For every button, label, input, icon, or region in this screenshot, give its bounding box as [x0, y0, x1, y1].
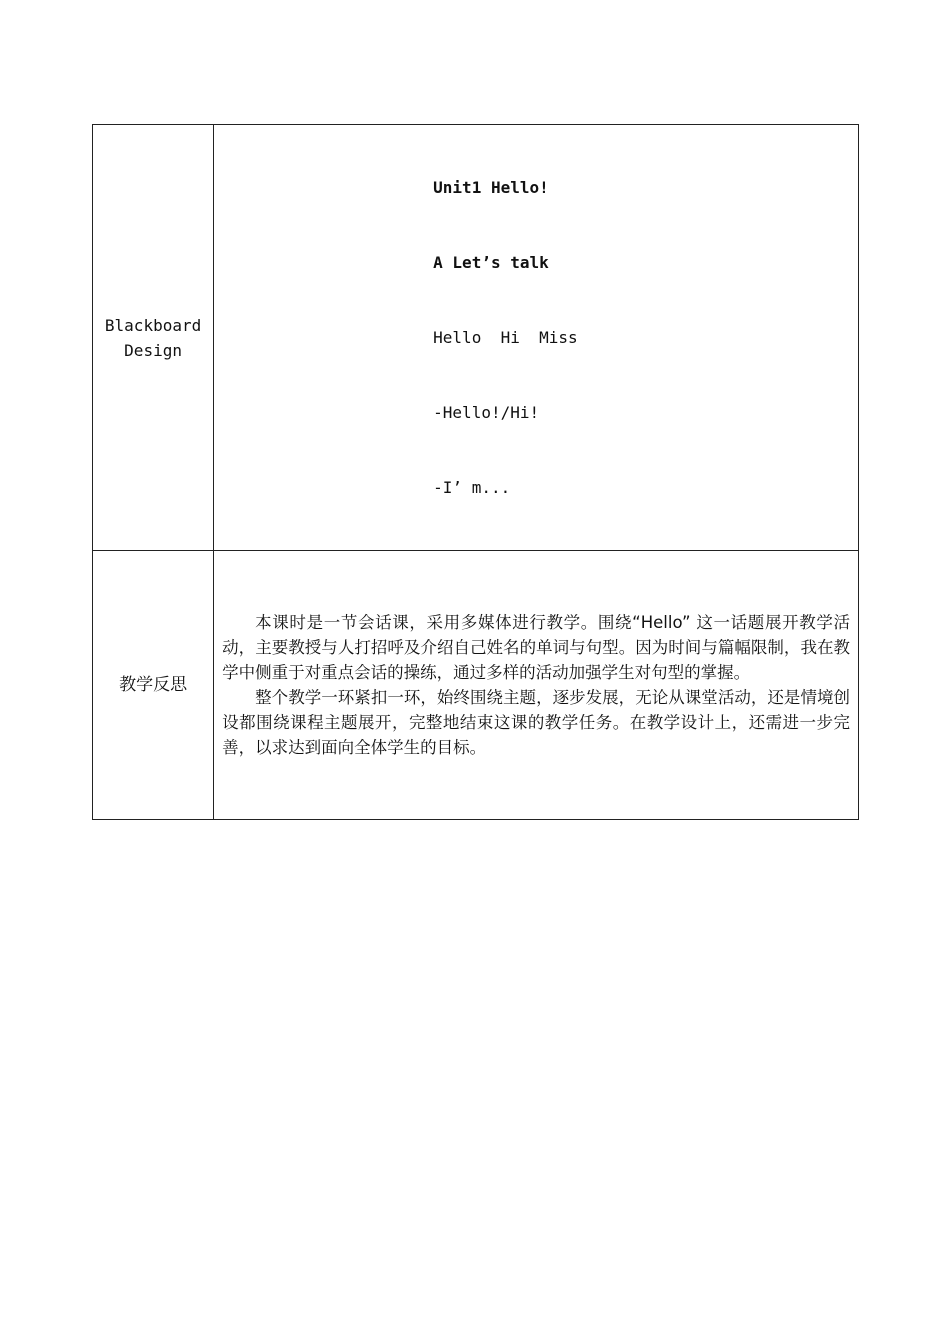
- teaching-reflection-label: 教学反思: [119, 674, 188, 695]
- blackboard-lines: [214, 125, 858, 550]
- blackboard-design-row: [93, 125, 859, 551]
- board-line-introduction: -I’ m...: [433, 478, 511, 497]
- teaching-reflection-label-cell: [93, 551, 214, 820]
- teaching-reflection-content-cell: [214, 551, 859, 820]
- board-line-vocabulary: Hello Hi Miss: [433, 328, 578, 347]
- board-line-section-title: A Let’s talk: [433, 253, 549, 272]
- board-line-unit-title: Unit1 Hello!: [433, 178, 549, 197]
- blackboard-design-label-cell: [93, 125, 214, 551]
- blackboard-design-content-cell: [214, 125, 859, 551]
- teaching-reflection-row: [93, 551, 859, 820]
- lesson-plan-table: [92, 124, 859, 820]
- board-line-greeting: -Hello!/Hi!: [433, 403, 540, 422]
- reflection-text-block: [214, 610, 858, 760]
- blackboard-label-line1: Blackboard: [104, 315, 202, 335]
- blackboard-label-line2: Design: [124, 340, 182, 360]
- reflection-paragraph-2: 整个教学一环紧扣一环，始终围绕主题，逐步发展，无论从课堂活动，还是情境创设都围绕课程主题展开，完整地结束这课的教学任务。在教学设计上，还需进一步完善，以求达到面向全体学生的目标。: [222, 688, 850, 757]
- reflection-paragraph-1: 本课时是一节会话课，采用多媒体进行教学。围绕“Hello” 这一话题展开教学活动，主要教授与人打招呼及介绍自己姓名的单词与句型。因为时间与篇幅限制，我在教学中侧重于对重点会话的操练，通过多样的活动加强学生对句型的掌握。: [222, 613, 850, 682]
